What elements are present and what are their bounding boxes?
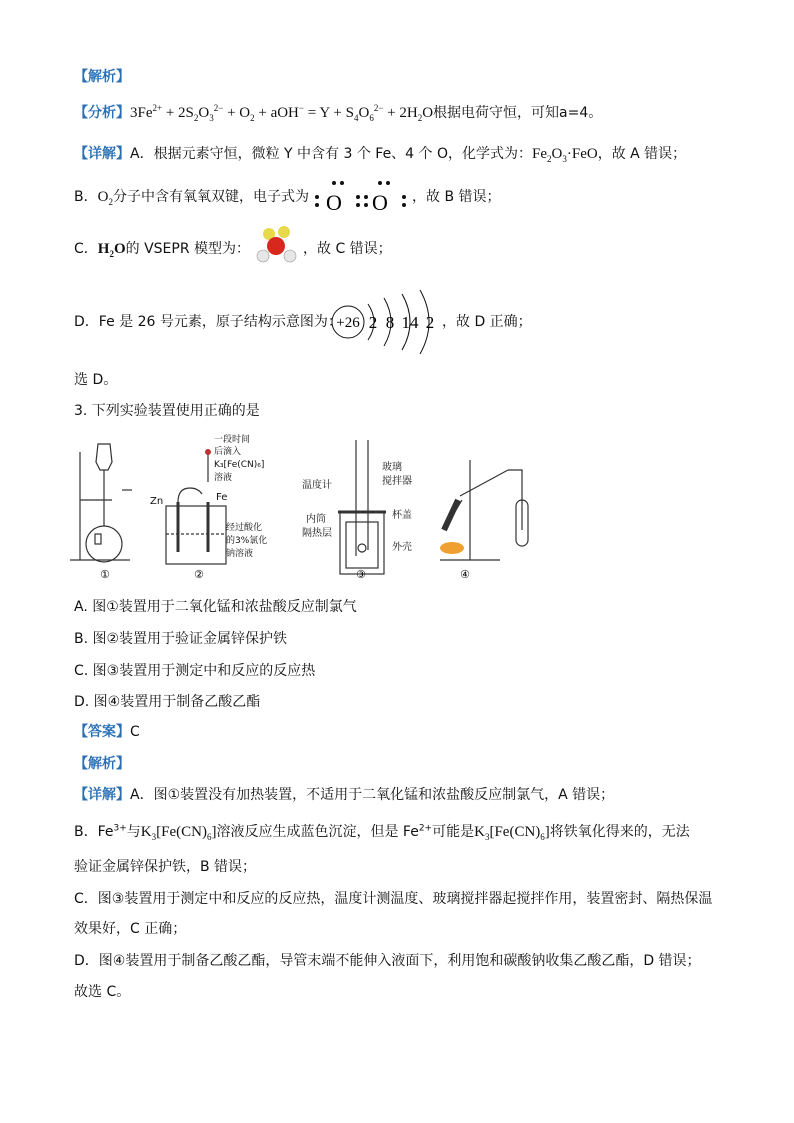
- detail1-a: 【详解】A．根据元素守恒，微粒 Y 中含有 3 个 Fe、4 个 O，化学式为：$Fe_2O_3\cdot FeO$，故 A 错误；: [74, 146, 687, 164]
- apparatus-4: [440, 460, 528, 560]
- analysis-conclusion: 根据电荷守恒，可知a=4。: [433, 105, 603, 121]
- fe2o3-feo-formula: $Fe_2O_3\cdot FeO$: [532, 146, 598, 164]
- analysis-header: 【解析】: [74, 69, 130, 85]
- detail2-c-1: C．图③装置用于测定中和反应的反应热，温度计测温度、玻璃搅拌器起搅拌作用，装置密封、隔热保温: [74, 891, 713, 907]
- ionic-equation: $3Fe^{2+} + 2S_2O_3^{2-} + O_2 + aOH^- = Y + S_4O_6^{2-} + 2H_2O$: [130, 103, 434, 123]
- analysis-header-2: 【解析】: [74, 756, 130, 772]
- svg-text:②: ②: [194, 568, 204, 581]
- detail2-b: B．$Fe^{3+}$与$K_3[Fe(CN)_6]$溶液反应生成蓝色沉淀，但是 $Fe^{2+}$可能是$K_3[Fe(CN)_6]$将铁氧化得来的，无法: [74, 823, 690, 842]
- svg-text:后滴入: 后滴入: [214, 447, 242, 457]
- analysis-label: 【分析】: [74, 105, 130, 121]
- svg-text:溶液: 溶液: [214, 473, 233, 483]
- apparatus-2: [150, 433, 267, 564]
- detail1-d: D．Fe 是 26 号元素，原子结构示意图为：: [74, 314, 342, 330]
- svg-text:Fe: Fe: [216, 492, 228, 503]
- svg-text:8: 8: [385, 313, 395, 332]
- fe-atomic-structure-diagram: [330, 288, 440, 354]
- experiment-apparatus-figures: [70, 430, 550, 582]
- svg-text:K₃[Fe(CN)₆]: K₃[Fe(CN)₆]: [214, 460, 265, 470]
- detail1-b-end: ，故 B 错误；: [412, 189, 501, 205]
- svg-text:①: ①: [100, 568, 110, 581]
- svg-text:2: 2: [425, 313, 435, 332]
- choose-c: 故选 C。: [74, 984, 131, 1000]
- svg-text:Zn: Zn: [150, 496, 164, 507]
- apparatus-1: [70, 444, 132, 562]
- svg-text:14: 14: [401, 313, 419, 332]
- option-b: B. 图②装置用于验证金属锌保护铁: [74, 631, 288, 647]
- answer-line: 【答案】C: [74, 724, 140, 740]
- svg-text:的3%氯化: 的3%氯化: [226, 536, 268, 546]
- detail1-b: B．$O_2$分子中含有氧氧双键，电子式为: [74, 189, 309, 207]
- detail1-c-end: ，故 C 错误；: [303, 241, 392, 257]
- svg-text:③: ③: [356, 568, 366, 581]
- o2-lewis-structure: [314, 176, 410, 216]
- apparatus-3: [302, 440, 412, 574]
- answer-value: C: [130, 724, 140, 740]
- option-d: D. 图④装置用于制备乙酸乙酯: [74, 694, 261, 710]
- detail1-c: C．$H_2O$的 VSEPR 模型为：: [74, 241, 251, 259]
- analysis-line: [74, 104, 602, 122]
- svg-text:隔热层: 隔热层: [302, 528, 332, 539]
- svg-text:内筒: 内筒: [306, 514, 326, 525]
- svg-text:④: ④: [460, 568, 470, 581]
- detail1-label: 【详解】: [74, 146, 130, 162]
- svg-text:外壳: 外壳: [392, 542, 412, 553]
- svg-text:O: O: [326, 190, 342, 215]
- h2o-vsepr-model-image: [252, 224, 302, 268]
- detail2-d: D．图④装置用于制备乙酸乙酯，导管末端不能伸入液面下，利用饱和碳酸钠收集乙酸乙酯，D 错误；: [74, 953, 701, 969]
- svg-text:O: O: [372, 190, 388, 215]
- svg-text:钠溶液: 钠溶液: [226, 549, 254, 559]
- svg-text:2: 2: [368, 313, 378, 332]
- svg-text:经过酸化: 经过酸化: [226, 523, 263, 533]
- detail2-c-2: 效果好，C 正确；: [74, 921, 187, 937]
- choose-d: 选 D。: [74, 372, 118, 388]
- detail2-a: 【详解】A．图①装置没有加热装置，不适用于二氧化锰和浓盐酸反应制氯气，A 错误；: [74, 787, 615, 803]
- svg-text:一段时间: 一段时间: [214, 435, 251, 445]
- svg-text:温度计: 温度计: [302, 480, 332, 491]
- svg-text:杯盖: 杯盖: [392, 510, 412, 521]
- question-3: 3. 下列实验装置使用正确的是: [74, 403, 260, 419]
- option-a: A. 图①装置用于二氧化锰和浓盐酸反应制氯气: [74, 599, 357, 615]
- svg-text:玻璃: 玻璃: [382, 462, 402, 473]
- svg-text:搅拌器: 搅拌器: [382, 476, 412, 487]
- detail2-b-cont: 验证金属锌保护铁，B 错误；: [74, 859, 257, 875]
- option-c: C. 图③装置用于测定中和反应的反应热: [74, 663, 316, 679]
- detail1-d-end: ，故 D 正确；: [442, 314, 532, 330]
- svg-text:+26: +26: [336, 315, 360, 331]
